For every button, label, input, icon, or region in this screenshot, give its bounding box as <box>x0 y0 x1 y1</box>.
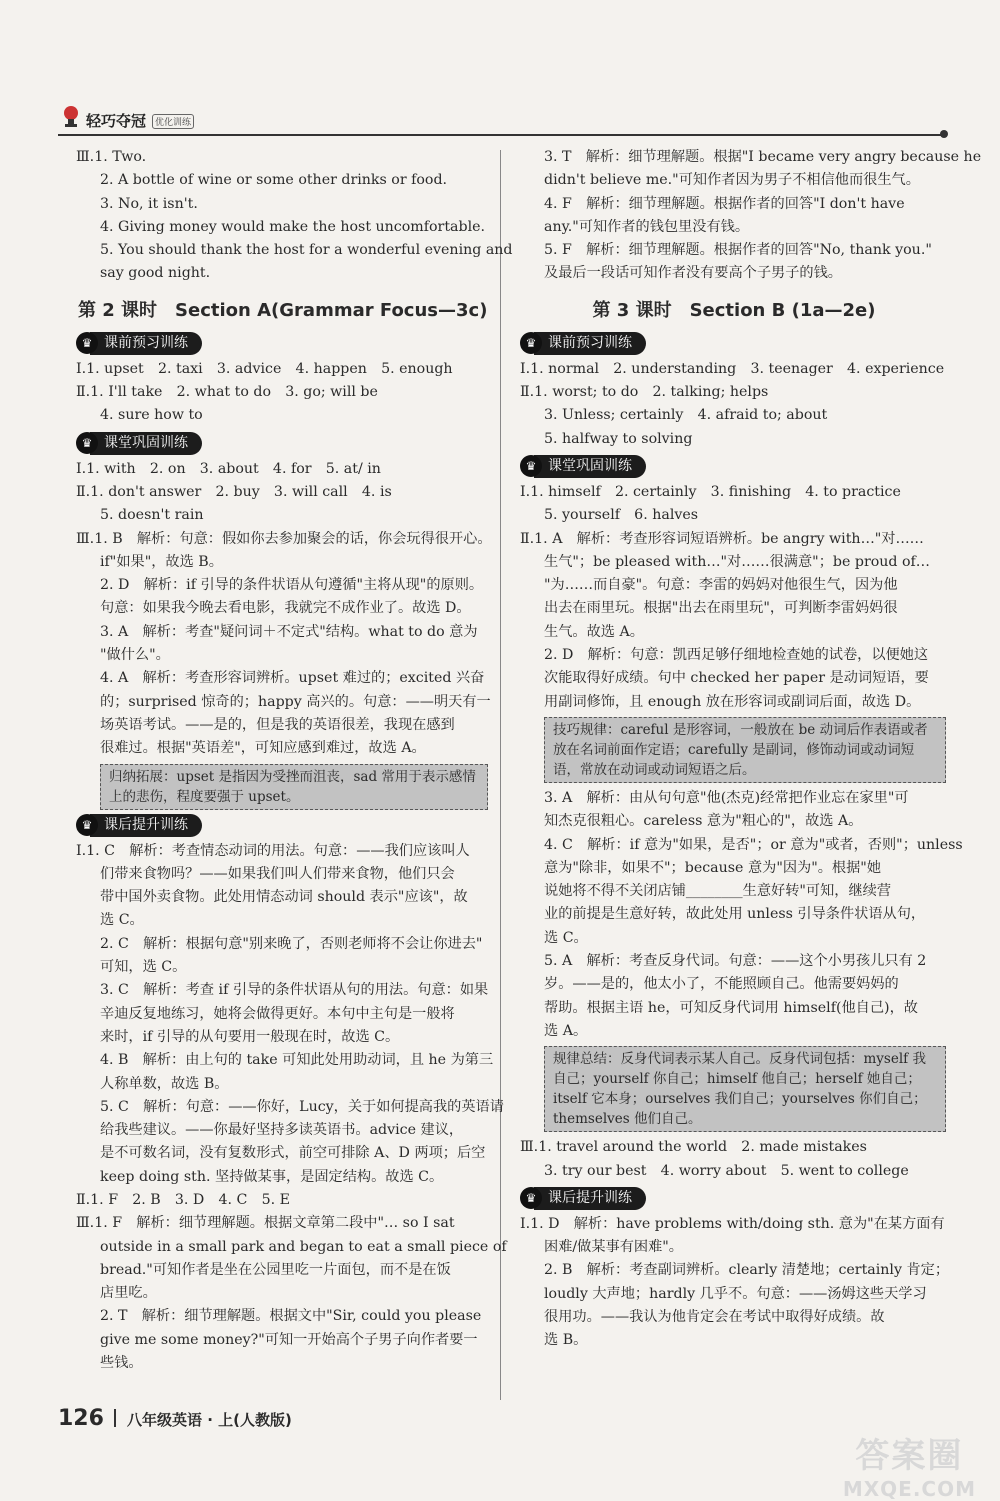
answer-line: 困难/做某事有困难"。 <box>544 1239 683 1256</box>
answer-line: 选 C。 <box>544 929 588 946</box>
answer-line: 4. B 解析：由上句的 take 可知此处用助动词，且 he 为第三 <box>100 1052 494 1069</box>
watermark-url: MXQE.COM <box>842 1477 976 1501</box>
answer-line: 5. doesn't rain <box>100 507 204 524</box>
tip-box: 归纳拓展：upset 是指因为受挫而沮丧，sad 常用于表示感情上的悲伤，程度要强于 upset。 <box>100 764 488 810</box>
answer-line: "做什么"。 <box>100 647 170 664</box>
section-banner <box>520 1187 946 1210</box>
section-banner <box>76 332 488 355</box>
answer-line: bread."可知作者是坐在公园里吃一片面包，而不是在饭 <box>100 1261 451 1278</box>
crown-icon: ♛ <box>520 1187 542 1209</box>
section-banner-label: 课堂巩固训练 <box>534 455 646 478</box>
answer-line: 很用功。——我认为他肯定会在考试中取得好成绩。故 <box>544 1308 885 1325</box>
answer-line: 4. Giving money would make the host uncomfortable. <box>100 218 486 235</box>
answer-line: say good night. <box>100 265 211 282</box>
answer-line: 2. A bottle of wine or some other drinks or food. <box>100 172 448 189</box>
answer-line: Ⅲ.1. travel around the world 2. made mistakes <box>520 1139 867 1156</box>
right-column <box>520 146 982 1353</box>
answer-line: 辛迪反复地练习，她将会做得更好。本句中主句是一般将 <box>100 1005 455 1022</box>
section-banner-label: 课前预习训练 <box>534 332 646 355</box>
answer-line: Ⅱ.1. worst; to do 2. talking; helps <box>520 384 769 401</box>
section-banner <box>76 432 488 455</box>
answer-line: didn't believe me."可知作者因为男子不相信他而很生气。 <box>544 172 920 189</box>
answer-line: 店里吃。 <box>100 1285 157 1302</box>
answer-line: 5. A 解析：考查反身代词。句意：——这个小男孩儿只有 2 <box>544 953 927 970</box>
answer-line: 4. F 解析：细节理解题。根据作者的回答"I don't have <box>544 195 905 212</box>
answer-line: 很难过。根据"英语差"，可知应感到难过，故选 A。 <box>100 740 426 757</box>
site-watermark <box>843 1428 976 1501</box>
answer-line: 人称单数，故选 B。 <box>100 1075 229 1092</box>
answer-line: 3. No, it isn't. <box>100 195 198 212</box>
column-divider <box>500 150 501 1400</box>
trophy-logo-icon <box>60 104 82 128</box>
answer-line: if"如果"，故选 B。 <box>100 553 223 570</box>
answer-line: 2. B 解析：考查副词辨析。clearly 清楚地；certainly 肯定； <box>544 1262 950 1279</box>
book-title: 八年级英语 · 上(人教版) <box>126 1411 292 1429</box>
answer-line: 5. halfway to solving <box>544 430 693 447</box>
answer-line: 3. A 解析：考查"疑问词＋不定式"结构。what to do 意为 <box>100 623 478 640</box>
answer-line: 些钱。 <box>100 1355 143 1372</box>
answer-line: Ⅰ.1. himself 2. certainly 3. finishing 4. to practice <box>520 483 901 500</box>
header-rule <box>58 134 944 136</box>
answer-line: 的；surprised 惊奇的；happy 高兴的。句意：——明天有一 <box>100 693 491 710</box>
answer-line: 3. C 解析：考查 if 引导的条件状语从句的用法。句意：如果 <box>100 982 489 999</box>
crown-icon: ♛ <box>76 332 98 354</box>
answer-line: Ⅲ.1. F 解析：细节理解题。根据文章第二段中"… so I sat <box>76 1215 455 1232</box>
answer-line: Ⅲ.1. Two. <box>76 149 147 165</box>
footer-separator <box>114 1409 116 1427</box>
answer-line: 生气"；be pleased with…"对……很满意"；be proud of… <box>544 553 930 570</box>
section-banner <box>520 332 946 355</box>
answer-line: 2. T 解析：细节理解题。根据文中"Sir, could you please <box>100 1308 482 1325</box>
answer-line: 句意：如果我今晚去看电影，我就完不成作业了。故选 D。 <box>100 600 471 617</box>
answer-line: 岁。——是的，他太小了，不能照顾自己。他需要妈妈的 <box>544 976 899 993</box>
answer-line: 生气。故选 A。 <box>544 623 644 640</box>
section-banner-label: 课前预习训练 <box>90 332 202 355</box>
section-banner <box>520 455 946 478</box>
answer-line: 2. D 解析：if 引导的条件状语从句遵循"主将从现"的原则。 <box>100 577 484 594</box>
answer-line: 知杰克很粗心。careless 意为"粗心的"，故选 A。 <box>544 813 863 830</box>
section-banner-label: 课后提升训练 <box>534 1187 646 1210</box>
answer-line: outside in a small park and began to eat a small piece of <box>100 1238 507 1255</box>
answer-line: 5. yourself 6. halves <box>544 507 699 524</box>
answer-line: 5. You should thank the host for a wonderful evening and <box>100 242 513 259</box>
answer-line: 说她将不得不关闭店铺________生意好转"可知，继续营 <box>544 883 892 900</box>
answer-line: 5. C 解析：句意：——你好，Lucy，关于如何提高我的英语请 <box>100 1098 504 1115</box>
answer-line: Ⅰ.1. with 2. on 3. about 4. for 5. at/ in <box>76 460 381 477</box>
answer-line: Ⅱ.1. I'll take 2. what to do 3. go; will be <box>76 384 378 401</box>
answer-line: 3. try our best 4. worry about 5. went to college <box>544 1162 909 1179</box>
answer-line: 意为"除非，如果不"；because 意为"因为"。根据"她 <box>544 859 882 876</box>
lesson-heading: 第 3 课时 Section B (1a—2e) <box>592 299 876 321</box>
answer-line: 选 B。 <box>544 1332 588 1349</box>
section-banner <box>76 814 488 837</box>
watermark-logo-text: 答案圈 <box>855 1436 964 1476</box>
answer-line: Ⅱ.1. A 解析：考查形容词短语辨析。be angry with…"对…… <box>520 530 924 547</box>
section-banner-label: 课堂巩固训练 <box>90 432 202 455</box>
tip-box: 技巧规律：careful 是形容词，一般放在 be 动词后作表语或者放在名词前面作定语；carefully 是副词，修饰动词或动词短语，常放在动词或动词短语之后。 <box>544 717 946 783</box>
answer-line: 们带来食物吗？——如果我们叫人们带来食物，他们只会 <box>100 865 455 882</box>
crown-icon: ♛ <box>76 814 98 836</box>
answer-line: give me some money?"可知一开始高个子男子向作者要一 <box>100 1331 478 1348</box>
answer-line: "为……而自豪"。句意：李雷的妈妈对他很生气，因为他 <box>544 577 898 594</box>
tip-box: 规律总结：反身代词表示某人自己。反身代词包括：myself 我自己；yourself 你自己；himself 他自己；herself 她自己；itself 它本身；ourselves 我们自己；yourselves 你们自己；themselves 他们自己。 <box>544 1046 946 1132</box>
crown-icon: ♛ <box>520 332 542 354</box>
answer-line: keep doing sth. 坚持做某事，是固定结构。故选 C。 <box>100 1168 444 1185</box>
page-header <box>58 100 944 136</box>
crown-icon: ♛ <box>76 432 98 454</box>
answer-line: Ⅱ.1. don't answer 2. buy 3. will call 4. is <box>76 483 392 500</box>
answer-line: 次能取得好成绩。句中 checked her paper 是动词短语，要 <box>544 670 929 687</box>
answer-line: 带中国外卖食物。此处用情态动词 should 表示"应该"，故 <box>100 889 468 906</box>
page-number: 126 <box>58 1406 104 1431</box>
answer-line: 3. A 解析：由从句句意"他(杰克)经常把作业忘在家里"可 <box>544 789 909 806</box>
answer-line: Ⅰ.1. upset 2. taxi 3. advice 4. happen 5. enough <box>76 360 453 377</box>
answer-line: 出去在雨里玩。根据"出去在雨里玩"，可判断李雷妈妈很 <box>544 600 898 617</box>
answer-line: Ⅲ.1. B 解析：句意：假如你去参加聚会的话，你会玩得很开心。 <box>76 530 492 547</box>
crown-icon: ♛ <box>520 455 542 477</box>
answer-line: 4. C 解析：if 意为"如果，是否"；or 意为"或者，否则"；unless <box>544 836 963 853</box>
answer-line: 4. A 解析：考查形容词辨析。upset 难过的；excited 兴奋 <box>100 670 485 687</box>
answer-line: loudly 大声地；hardly 几乎不。句意：——汤姆这些天学习 <box>544 1285 927 1302</box>
answer-line: 业的前提是生意好转，故此处用 unless 引导条件状语从句， <box>544 906 926 923</box>
answer-line: 可知，选 C。 <box>100 959 187 976</box>
left-column <box>76 146 513 1375</box>
answer-line: any."可知作者的钱包里没有钱。 <box>544 218 750 235</box>
answer-line: 来时，if 引导的从句要用一般现在时，故选 C。 <box>100 1028 400 1045</box>
answer-line: 场英语考试。——是的，但是我的英语很差，我现在感到 <box>100 716 455 733</box>
answer-line: 选 A。 <box>544 1022 588 1039</box>
series-logo-text: 轻巧夺冠 <box>86 112 147 130</box>
header-rule-end-dot <box>940 130 948 138</box>
answer-line: 给我些建议。——你最好坚持多读英语书。advice 建议， <box>100 1122 464 1139</box>
answer-line: Ⅱ.1. F 2. B 3. D 4. C 5. E <box>76 1191 290 1208</box>
answer-line: 选 C。 <box>100 912 144 929</box>
page-footer <box>58 1406 292 1431</box>
answer-line: 3. T 解析：细节理解题。根据"I became very angry because he <box>544 149 982 165</box>
answer-line: 3. Unless; certainly 4. afraid to; about <box>544 407 828 424</box>
answer-line: 4. sure how to <box>100 407 203 424</box>
answer-line: 帮助。根据主语 he，可知反身代词用 himself(他自己)，故 <box>544 999 918 1016</box>
section-banner-label: 课后提升训练 <box>90 814 202 837</box>
answer-line: 是不可数名词，没有复数形式，前空可排除 A、D 两项；后空 <box>100 1145 486 1162</box>
answer-line: 5. F 解析：细节理解题。根据作者的回答"No, thank you." <box>544 242 932 259</box>
lesson-heading: 第 2 课时 Section A(Grammar Focus—3c) <box>78 299 488 321</box>
answer-line: Ⅰ.1. normal 2. understanding 3. teenager 4. experience <box>520 360 945 377</box>
answer-line: 及最后一段话可知作者没有要高个子男子的钱。 <box>544 265 842 282</box>
answer-line: 用副词修饰，且 enough 放在形容词或副词后面，故选 D。 <box>544 693 921 710</box>
answer-line: Ⅰ.1. D 解析：have problems with/doing sth. 意为"在某方面有 <box>520 1215 945 1232</box>
series-logo-subtitle: 优化训练 <box>152 114 194 129</box>
answer-line: 2. D 解析：句意：凯西足够仔细地检查她的试卷，以便她这 <box>544 647 929 664</box>
answer-line: 2. C 解析：根据句意"别来晚了，否则老师将不会让你进去" <box>100 935 483 952</box>
answer-line: Ⅰ.1. C 解析：考查情态动词的用法。句意：——我们应该叫人 <box>76 842 470 859</box>
